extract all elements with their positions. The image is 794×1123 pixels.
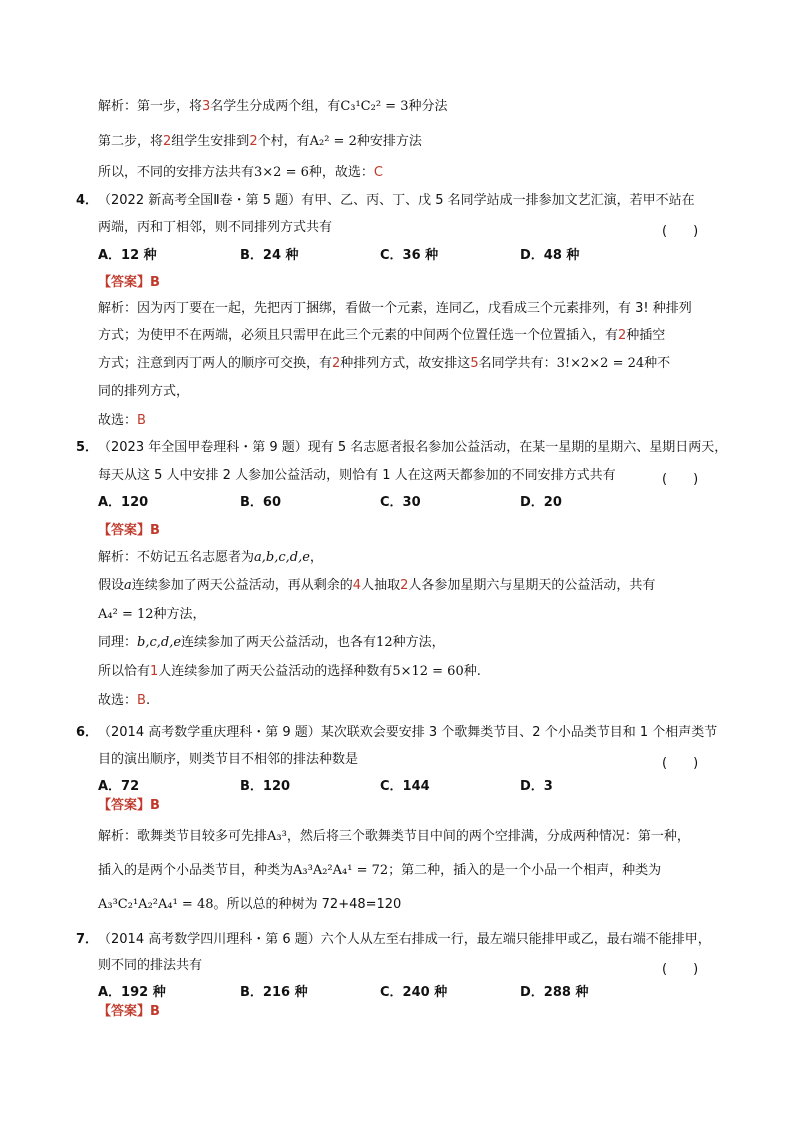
question-4-explanation-line-2 bbox=[98, 325, 665, 347]
text: 故选： bbox=[98, 413, 138, 428]
question-number: 6． bbox=[76, 725, 99, 740]
question-7-stem-line-1: （2014 高考数学四川理科・第 6 题）六个人从左至右排成一行，最左端只能排甲或乙，最右端不能排甲， bbox=[98, 932, 711, 947]
text: 解析：歌舞类节目较多可先排 bbox=[98, 829, 268, 844]
highlight-number: 2 bbox=[163, 134, 172, 149]
question-5-stem-line-1: （2023 年全国甲卷理科・第 9 题）现有 5 名志愿者报名参加公益活动，在某一星期的星期六、星期日两天， bbox=[98, 440, 728, 455]
formula: a bbox=[124, 578, 132, 593]
answer-label: 【答案】B bbox=[98, 523, 160, 538]
formula: a,b,c,d,e bbox=[254, 550, 310, 565]
text: 同理： bbox=[98, 635, 138, 650]
highlight-number: 1 bbox=[150, 664, 159, 679]
option-d: D．20 bbox=[520, 495, 562, 510]
question-4-stem-line-1: （2022 新高考全国Ⅱ卷・第 5 题）有甲、乙、丙、丁、戊 5 名同学站成一排参加文艺汇演，若甲不站在 bbox=[98, 193, 695, 208]
option-b: B．24 种 bbox=[240, 248, 299, 263]
option-b: B．120 bbox=[240, 779, 291, 794]
answer-blank: ( ) bbox=[662, 756, 699, 771]
question-number: 4． bbox=[76, 193, 99, 208]
answer-letter: B bbox=[137, 693, 146, 708]
formula: C₃¹C₂² = 3 bbox=[340, 99, 409, 114]
option-c: C．240 种 bbox=[380, 985, 448, 1000]
highlight-number: 2 bbox=[332, 356, 341, 371]
question-7-stem-line-2: 则不同的排法共有 bbox=[98, 958, 203, 973]
text: 个村，有 bbox=[257, 134, 310, 149]
option-b: B．216 种 bbox=[240, 985, 308, 1000]
highlight-number: 5 bbox=[470, 356, 479, 371]
text: 解析：不妨记五名志愿者为 bbox=[98, 550, 255, 565]
answer-label: 【答案】B bbox=[98, 798, 160, 813]
text: 故选： bbox=[98, 693, 138, 708]
question-6-explanation-line-1 bbox=[98, 826, 690, 848]
answer-blank: ( ) bbox=[662, 962, 699, 977]
answer-blank: ( ) bbox=[662, 472, 699, 487]
formula: A₂² = 2 bbox=[309, 134, 357, 149]
highlight-number: 2 bbox=[249, 134, 258, 149]
text: 种插空 bbox=[626, 328, 666, 343]
text: 名学生分成两个组，有 bbox=[210, 99, 341, 114]
text: 种，故选： bbox=[308, 165, 374, 180]
text: 人抽取 bbox=[361, 578, 401, 593]
option-a: A．72 bbox=[98, 779, 140, 794]
text: 。所以总的种树为 72+48=120 bbox=[213, 897, 402, 912]
question-5-explanation-line-4 bbox=[98, 632, 445, 654]
text: 所以，不同的安排方法共有 bbox=[98, 165, 255, 180]
text: 组学生安排到 bbox=[171, 134, 250, 149]
text: 种方法， bbox=[392, 635, 445, 650]
text: 方式；为使甲不在两端，必须且只需甲在此三个元素的中间两个位置任选一个位置插入，有 bbox=[98, 328, 619, 343]
question-6-explanation-line-2 bbox=[98, 860, 661, 882]
text: 种方法， bbox=[153, 607, 206, 622]
question-5-explanation-line-1 bbox=[98, 547, 323, 569]
answer-letter: C bbox=[373, 165, 383, 180]
formula: b,c,d,e bbox=[137, 635, 182, 650]
option-c: C．36 种 bbox=[380, 248, 439, 263]
q3-explanation-line-2 bbox=[98, 131, 422, 153]
text: 种安排方法 bbox=[356, 134, 422, 149]
formula: 3!×2×2 = 24 bbox=[556, 356, 645, 371]
option-a: A．192 种 bbox=[98, 985, 166, 1000]
text: 人各参加星期六与星期天的公益活动，共有 bbox=[408, 578, 656, 593]
option-a: A．120 bbox=[98, 495, 149, 510]
question-4-explanation-line-1: 解析：因为丙丁要在一起，先把丙丁捆绑，看做一个元素，连同乙，戊看成三个元素排列，有 3! 种排列 bbox=[98, 301, 692, 316]
text: 连续参加了两天公益活动，也各有 bbox=[181, 635, 377, 650]
question-6-stem-line-2: 目的演出顺序，则类节目不相邻的排法种数是 bbox=[98, 752, 359, 767]
question-5-explanation-line-3 bbox=[98, 604, 206, 626]
question-4-explanation-line-4: 同的排列方式， bbox=[98, 384, 190, 399]
text: 假设 bbox=[98, 578, 125, 593]
q3-explanation-line-3 bbox=[98, 162, 383, 184]
text: 种不 bbox=[644, 356, 671, 371]
question-5-choice-line bbox=[98, 690, 150, 712]
question-number: 7． bbox=[76, 932, 99, 947]
formula: A₃³C₂¹A₂²A₄¹ = 48 bbox=[98, 897, 214, 912]
highlight-number: 4 bbox=[352, 578, 362, 593]
text: 名同学共有： bbox=[478, 356, 557, 371]
formula: 12 bbox=[376, 635, 393, 650]
text: 种分法 bbox=[408, 99, 448, 114]
text: 所以恰有 bbox=[98, 664, 151, 679]
question-6-explanation-line-3 bbox=[98, 894, 401, 916]
text: 解析：第一步，将 bbox=[98, 99, 203, 114]
formula: A₃³ bbox=[267, 829, 287, 844]
question-6-stem-line-1: （2014 高考数学重庆理科・第 9 题）某次联欢会要安排 3 个歌舞类节目、2 个小品类节目和 1 个相声类节 bbox=[98, 725, 718, 740]
q3-explanation-line-1 bbox=[98, 96, 448, 118]
text: 插入的是两个小品类节目，种类为 bbox=[98, 863, 294, 878]
text: ， bbox=[309, 550, 323, 565]
text: ；第二种，插入的是一个小品一个相声，种类为 bbox=[388, 863, 662, 878]
text: 方式；注意到丙丁两人的顺序可交换，有 bbox=[98, 356, 333, 371]
question-4-choice-line bbox=[98, 410, 146, 432]
formula: A₃³A₂²A₄¹ = 72 bbox=[293, 863, 389, 878]
answer-blank: ( ) bbox=[662, 224, 699, 239]
highlight-number: 2 bbox=[400, 578, 409, 593]
text: 人连续参加了两天公益活动的选择种数有 bbox=[158, 664, 393, 679]
formula: A₄² = 12 bbox=[98, 607, 154, 622]
answer-label: 【答案】B bbox=[98, 1004, 160, 1019]
answer-letter: B bbox=[137, 413, 146, 428]
option-d: D．3 bbox=[520, 779, 553, 794]
question-4-explanation-line-3 bbox=[98, 353, 670, 375]
option-a: A．12 种 bbox=[98, 248, 157, 263]
option-c: C．30 bbox=[380, 495, 421, 510]
text: ，然后将三个歌舞类节目中间的两个空排满，分成两种情况：第一种， bbox=[286, 829, 690, 844]
question-number: 5． bbox=[76, 440, 99, 455]
option-d: D．48 种 bbox=[520, 248, 580, 263]
highlight-number: 3 bbox=[202, 99, 211, 114]
question-5-explanation-line-2 bbox=[98, 575, 655, 597]
option-d: D．288 种 bbox=[520, 985, 589, 1000]
question-4-stem-line-2: 两端，丙和丁相邻，则不同排列方式共有 bbox=[98, 220, 333, 235]
text: 种. bbox=[463, 664, 481, 679]
option-c: C．144 bbox=[380, 779, 430, 794]
text: 连续参加了两天公益活动，再从剩余的 bbox=[131, 578, 353, 593]
formula: 3×2 = 6 bbox=[254, 165, 309, 180]
question-5-explanation-line-5 bbox=[98, 661, 481, 683]
formula: 5×12 = 60 bbox=[392, 664, 464, 679]
question-5-stem-line-2: 每天从这 5 人中安排 2 人参加公益活动，则恰有 1 人在这两天都参加的不同安排方式共有 bbox=[98, 468, 616, 483]
text: . bbox=[145, 693, 151, 708]
text: 第二步，将 bbox=[98, 134, 164, 149]
answer-label: 【答案】B bbox=[98, 275, 160, 290]
text: 种排列方式，故安排这 bbox=[340, 356, 471, 371]
highlight-number: 2 bbox=[618, 328, 627, 343]
option-b: B．60 bbox=[240, 495, 281, 510]
